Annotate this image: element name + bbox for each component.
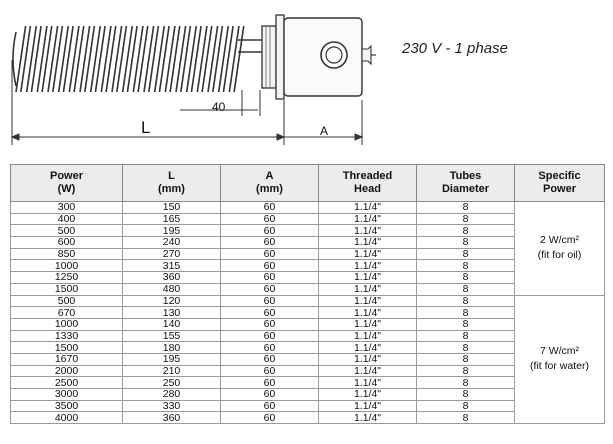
table-cell: 250	[123, 377, 221, 389]
column-header	[123, 165, 221, 202]
table-cell: 150	[123, 202, 221, 214]
table-cell: 165	[123, 213, 221, 225]
table-cell: 280	[123, 389, 221, 401]
table-cell: 8	[417, 283, 515, 295]
threaded-nipple	[262, 26, 276, 88]
table-cell: 4000	[11, 412, 123, 424]
specific-power-cell	[515, 295, 605, 424]
table-cell: 60	[221, 365, 319, 377]
table-cell: 60	[221, 237, 319, 249]
column-header	[11, 165, 123, 202]
specific-power-line: (fit for water)	[530, 360, 589, 373]
table-cell: 1.1/4"	[319, 412, 417, 424]
table-cell: 270	[123, 248, 221, 260]
table-cell: 1.1/4"	[319, 237, 417, 249]
table-cell: 60	[221, 389, 319, 401]
heater-head-body	[276, 15, 284, 99]
coil-end-loop	[13, 32, 16, 86]
column-header-line: Power	[542, 183, 576, 195]
column-header-line: (W)	[57, 183, 76, 195]
table-cell: 8	[417, 400, 515, 412]
table-cell: 120	[123, 295, 221, 307]
table-cell: 8	[417, 412, 515, 424]
specific-power-cell	[515, 202, 605, 296]
table-cell: 1.1/4"	[319, 202, 417, 214]
specific-power-line: (fit for oil)	[537, 249, 582, 262]
coil-turns	[16, 26, 244, 92]
table-cell: 1.1/4"	[319, 295, 417, 307]
table-cell: 195	[123, 225, 221, 237]
column-header-line: L	[168, 170, 175, 182]
dimension-A-label: A	[320, 124, 329, 138]
table-cell: 60	[221, 377, 319, 389]
column-header-line: (mm)	[256, 183, 283, 195]
table-cell: 8	[417, 365, 515, 377]
table-cell: 360	[123, 412, 221, 424]
table-cell: 60	[221, 353, 319, 365]
table-cell: 60	[221, 400, 319, 412]
table-cell: 1330	[11, 330, 123, 342]
table-cell: 670	[11, 307, 123, 319]
table-cell: 1.1/4"	[319, 225, 417, 237]
table-cell: 8	[417, 307, 515, 319]
table-cell: 8	[417, 389, 515, 401]
table-cell: 8	[417, 260, 515, 272]
table-cell: 1.1/4"	[319, 213, 417, 225]
column-header-line: Threaded	[342, 170, 393, 182]
coil-spring	[13, 26, 244, 92]
table-cell: 1.1/4"	[319, 272, 417, 284]
column-header-line: Tubes	[449, 170, 482, 182]
table-cell: 1500	[11, 283, 123, 295]
table-cell: 3000	[11, 389, 123, 401]
table-cell: 240	[123, 237, 221, 249]
table-cell: 60	[221, 272, 319, 284]
table-cell: 8	[417, 318, 515, 330]
table-cell: 60	[221, 295, 319, 307]
column-header-line: Diameter	[441, 183, 490, 195]
table-cell: 8	[417, 295, 515, 307]
table-row	[11, 202, 605, 214]
table-cell: 1670	[11, 353, 123, 365]
table-cell: 1.1/4"	[319, 307, 417, 319]
table-cell: 1.1/4"	[319, 318, 417, 330]
table-cell: 850	[11, 248, 123, 260]
table-cell: 1000	[11, 260, 123, 272]
table-cell: 60	[221, 307, 319, 319]
table-cell: 60	[221, 412, 319, 424]
table-body	[11, 202, 605, 424]
specific-power-line: 2 W/cm²	[539, 234, 580, 247]
table-cell: 60	[221, 225, 319, 237]
table-cell: 1.1/4"	[319, 248, 417, 260]
table-cell: 1.1/4"	[319, 389, 417, 401]
specifications-table	[10, 164, 605, 424]
table-header	[11, 165, 605, 202]
table-cell: 300	[11, 202, 123, 214]
column-header	[221, 165, 319, 202]
table-cell: 8	[417, 202, 515, 214]
table-cell: 2500	[11, 377, 123, 389]
table-cell: 60	[221, 342, 319, 354]
column-header-line: Specific	[538, 170, 581, 182]
table-cell: 315	[123, 260, 221, 272]
table-cell: 1.1/4"	[319, 365, 417, 377]
table-cell: 1250	[11, 272, 123, 284]
table-cell: 1.1/4"	[319, 260, 417, 272]
table-cell: 1500	[11, 342, 123, 354]
heater-technical-drawing	[0, 0, 613, 160]
dimension-40-label: 40	[212, 100, 226, 114]
table-cell: 600	[11, 237, 123, 249]
dimension-L-label: L	[141, 118, 151, 137]
table-cell: 480	[123, 283, 221, 295]
dimension-A	[284, 100, 362, 145]
table-cell: 60	[221, 330, 319, 342]
table-cell: 210	[123, 365, 221, 377]
side-nipple	[362, 46, 371, 64]
table-cell: 60	[221, 318, 319, 330]
column-header-line: (mm)	[158, 183, 185, 195]
table-cell: 8	[417, 353, 515, 365]
specific-power-line: 7 W/cm²	[539, 345, 580, 358]
table-cell: 500	[11, 225, 123, 237]
table-cell: 8	[417, 237, 515, 249]
column-header-line: Head	[354, 183, 381, 195]
column-header	[417, 165, 515, 202]
table-row	[11, 295, 605, 307]
table-cell: 60	[221, 248, 319, 260]
table-cell: 180	[123, 342, 221, 354]
table-cell: 360	[123, 272, 221, 284]
column-header	[515, 165, 605, 202]
table-cell: 60	[221, 213, 319, 225]
table-cell: 1000	[11, 318, 123, 330]
table-cell: 8	[417, 272, 515, 284]
table-cell: 1.1/4"	[319, 400, 417, 412]
table-cell: 8	[417, 330, 515, 342]
table-cell: 195	[123, 353, 221, 365]
table-cell: 2000	[11, 365, 123, 377]
table-cell: 1.1/4"	[319, 283, 417, 295]
table-cell: 1.1/4"	[319, 330, 417, 342]
column-header	[319, 165, 417, 202]
table-cell: 155	[123, 330, 221, 342]
table-cell: 8	[417, 342, 515, 354]
table-cell: 60	[221, 260, 319, 272]
table-cell: 8	[417, 225, 515, 237]
table-cell: 1.1/4"	[319, 353, 417, 365]
table-cell: 8	[417, 213, 515, 225]
terminal-inner-ring	[326, 47, 342, 63]
table-cell: 1.1/4"	[319, 342, 417, 354]
table-cell: 8	[417, 377, 515, 389]
table-cell: 130	[123, 307, 221, 319]
table-cell: 140	[123, 318, 221, 330]
table-cell: 1.1/4"	[319, 377, 417, 389]
column-header-line: A	[265, 170, 274, 182]
voltage-label: 230 V - 1 phase	[402, 40, 508, 57]
table-cell: 330	[123, 400, 221, 412]
table-cell: 8	[417, 248, 515, 260]
table-cell: 500	[11, 295, 123, 307]
table-cell: 400	[11, 213, 123, 225]
table-cell: 60	[221, 202, 319, 214]
column-header-line: Power	[49, 170, 83, 182]
table-cell: 60	[221, 283, 319, 295]
table-cell: 3500	[11, 400, 123, 412]
